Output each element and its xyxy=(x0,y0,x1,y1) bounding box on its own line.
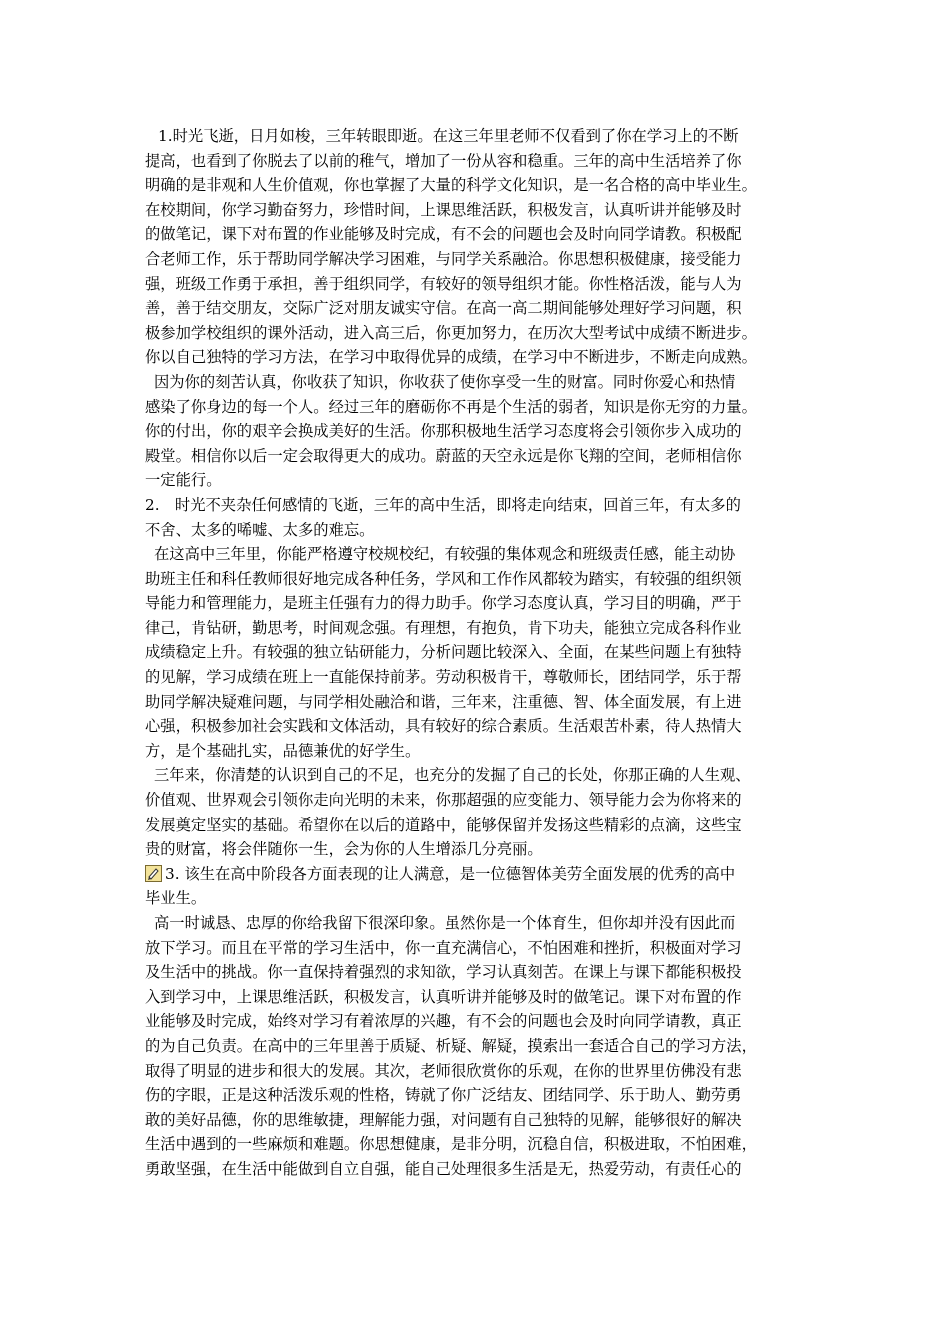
text-line: 1.时光飞逝，日月如梭，三年转眼即逝。在这三年里老师不仅看到了你在学习上的不断 xyxy=(158,127,739,145)
text-line: 善，善于结交朋友，交际广泛对朋友诚实守信。在高一高二期间能够处理好学习问题，积 xyxy=(145,299,742,318)
text-line: 不舍、太多的唏嘘、太多的难忘。 xyxy=(145,520,375,539)
text-line: 取得了明显的进步和很大的发展。其次，老师很欣赏你的乐观，在你的世界里仿佛没有悲 xyxy=(145,1061,742,1080)
text-line: 你的付出，你的艰辛会换成美好的生活。你那积极地生活学习态度将会引领你步入成功的 xyxy=(145,422,742,441)
text-line: 方，是个基础扎实，品德兼优的好学生。 xyxy=(145,741,421,760)
text-line: 勇敢坚强，在生活中能做到自立自强，能自己处理很多生活是无，热爱劳动，有责任心的 xyxy=(145,1159,742,1178)
text-line: 的为自己负责。在高中的三年里善于质疑、析疑、解疑，摸索出一套适合自己的学习方法， xyxy=(145,1036,757,1055)
text-line: 入到学习中，上课思维活跃，积极发言，认真听讲并能够及时的做笔记。课下对布置的作 xyxy=(145,987,742,1006)
text-line: 感染了你身边的每一个人。经过三年的磨砺你不再是个生活的弱者，知识是你无穷的力量。 xyxy=(145,397,757,416)
text-line: 的做笔记，课下对布置的作业能够及时完成，有不会的问题也会及时向同学请教。积极配 xyxy=(145,225,742,244)
text-line: 在这高中三年里，你能严格遵守校规校纪，有较强的集体观念和班级责任感，能主动协 xyxy=(154,545,736,564)
text-line: 你以自己独特的学习方法，在学习中取得优异的成绩，在学习中不断进步，不断走向成熟。 xyxy=(145,348,757,367)
text-line: 业能够及时完成，始终对学习有着浓厚的兴趣，有不会的问题也会及时向同学请教，真正 xyxy=(145,1012,742,1031)
text-line: 敢的美好品德，你的思维敏捷，理解能力强，对问题有自己独特的见解，能够很好的解决 xyxy=(145,1110,742,1129)
text-line: 明确的是非观和人生价值观，你也掌握了大量的科学文化知识，是一名合格的高中毕业生。 xyxy=(145,176,757,195)
text-line: 助同学解决疑难问题，与同学相处融洽和谐，三年来，注重德、智、体全面发展，有上进 xyxy=(145,692,742,711)
text-line: 提高，也看到了你脱去了以前的稚气，增加了一份从容和稳重。三年的高中生活培养了你 xyxy=(145,151,742,170)
text-line: 伤的字眼，正是这种活泼乐观的性格，铸就了你广泛结友、团结同学、乐于助人、勤劳勇 xyxy=(145,1086,742,1105)
text-line: 极参加学校组织的课外活动，进入高三后，你更加努力，在历次大型考试中成绩不断进步。 xyxy=(145,323,757,342)
text-line: 因为你的刻苦认真，你收获了知识，你收获了使你享受一生的财富。同时你爱心和热情 xyxy=(154,372,736,391)
text-line: 成绩稳定上升。有较强的独立钻研能力，分析问题比较深入、全面，在某些问题上有独特 xyxy=(145,643,742,662)
text-line: 导能力和管理能力，是班主任强有力的得力助手。你学习态度认真，学习目的明确，严于 xyxy=(145,594,742,613)
text-line: 三年来，你清楚的认识到自己的不足，也充分的发掘了自己的长处，你那正确的人生观、 xyxy=(154,766,751,785)
edit-note-icon xyxy=(145,865,162,882)
text-line: 高一时诚恳、忠厚的你给我留下很深印象。虽然你是一个体育生，但你却并没有因此而 xyxy=(154,914,736,932)
text-line: 强，班级工作勇于承担，善于组织同学，有较好的领导组织才能。你性格活泼，能与人为 xyxy=(145,274,742,293)
text-line: 律己，肯钻研，勤思考，时间观念强。有理想，有抱负，肯下功夫，能独立完成各科作业 xyxy=(145,618,742,637)
text-line: 及生活中的挑战。你一直保持着强烈的求知欲，学习认真刻苦。在课上与课下都能积极投 xyxy=(145,963,742,982)
text-line: 心强，积极参加社会实践和文体活动，具有较好的综合素质。生活艰苦朴素，待人热情大 xyxy=(145,717,742,736)
text-line: 毕业生。 xyxy=(145,889,207,908)
text-line: 贵的财富，将会伴随你一生，会为你的人生增添几分亮丽。 xyxy=(145,840,543,859)
text-line: 生活中遇到的一些麻烦和难题。你思想健康，是非分明，沉稳自信，积极进取，不怕困难， xyxy=(145,1135,757,1154)
text-line: 的见解，学习成绩在班上一直能保持前茅。劳动积极肯干，尊敬师长，团结同学，乐于帮 xyxy=(145,668,742,687)
text-line-with-icon xyxy=(145,862,813,887)
text-line: 合老师工作，乐于帮助同学解决学习困难，与同学关系融洽。你思想积极健康，接受能力 xyxy=(145,249,742,268)
text-line: 价值观、世界观会引领你走向光明的未来，你那超强的应变能力、领导能力会为你将来的 xyxy=(145,791,742,810)
text-line: 一定能行。 xyxy=(145,471,222,490)
text-line: 助班主任和科任教师很好地完成各种任务，学风和工作作风都较为踏实，有较强的组织领 xyxy=(145,569,742,588)
text-line: 发展奠定坚实的基础。希望你在以后的道路中，能够保留并发扬这些精彩的点滴，这些宝 xyxy=(145,815,742,834)
text-line: 3. 该生在高中阶段各方面表现的让人满意，是一位德智体美劳全面发展的优秀的高中 xyxy=(165,864,736,883)
text-line: 2. 时光不夹杂任何感情的飞逝，三年的高中生活，即将走向结束，回首三年，有太多的 xyxy=(145,495,741,514)
text-line: 在校期间，你学习勤奋努力，珍惜时间，上课思维活跃，积极发言，认真听讲并能够及时 xyxy=(145,200,742,219)
text-line: 殿堂。相信你以后一定会取得更大的成功。蔚蓝的天空永远是你飞翔的空间，老师相信你 xyxy=(145,446,742,465)
text-line: 放下学习。而且在平常的学习生活中，你一直充满信心，不怕困难和挫折，积极面对学习 xyxy=(145,938,742,957)
document-body xyxy=(145,124,813,1182)
